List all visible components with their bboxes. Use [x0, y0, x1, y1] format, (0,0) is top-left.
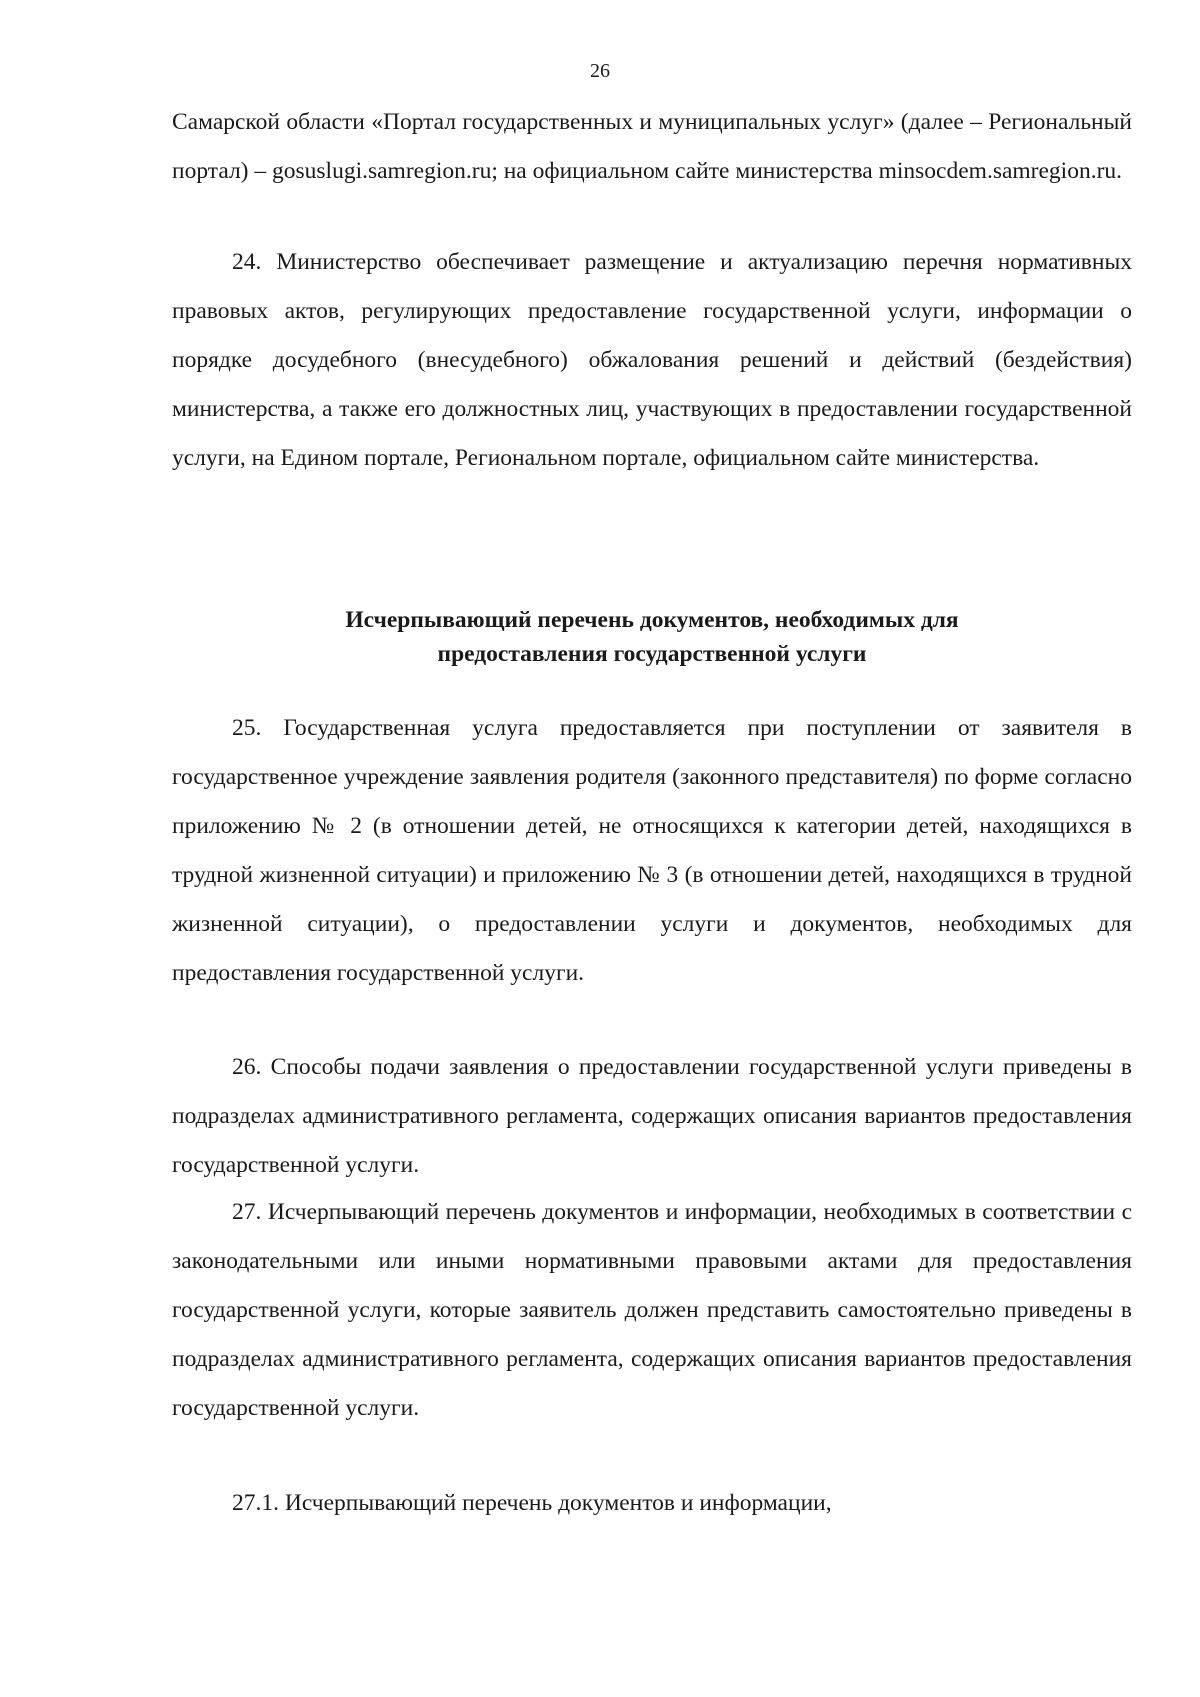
page-number: 26: [590, 60, 610, 82]
paragraph-27-1: 27.1. Исчерпывающий перечень документов и информации,: [232, 1490, 832, 1516]
section-heading: [172, 603, 1132, 671]
section-heading-line-2: предоставления государственной услуги: [437, 641, 867, 667]
paragraph-27: 27. Исчерпывающий перечень документов и информации, необходимых в соответствии с законодательными или иными нормативными правовыми актами для предоставления государственной услуги, которые заявитель должен представить самостоятельно приведены в подразделах административного регламента, содержащих описания вариантов предоставления государственной услуги.: [172, 1199, 1132, 1421]
paragraph-26: 26. Способы подачи заявления о предоставлении государственной услуги приведены в подразделах административного регламента, содержащих описания вариантов предоставления государственной услуги.: [172, 1054, 1132, 1178]
section-heading-line-1: Исчерпывающий перечень документов, необходимых для: [345, 607, 959, 633]
paragraph-intro: Самарской области «Портал государственных и муниципальных услуг» (далее – Региональный портал) – gosuslugi.samregion.ru; на официальном сайте министерства minsocdem.samregion.ru.: [172, 109, 1132, 184]
paragraph-24: 24. Министерство обеспечивает размещение и актуализацию перечня нормативных правовых актов, регулирующих предоставление государственной услуги, информации о порядке досудебного (внесудебного) обжалования решений и действий (бездействия) министерства, а также его должностных лиц, участвующих в предоставлении государственной услуги, на Едином портале, Региональном портале, официальном сайте министерства.: [172, 249, 1132, 471]
paragraph-25: 25. Государственная услуга предоставляется при поступлении от заявителя в государственное учреждение заявления родителя (законного представителя) по форме согласно приложению № 2 (в отношении детей, не относящихся к категории детей, находящихся в трудной жизненной ситуации) и приложению № 3 (в отношении детей, находящихся в трудной жизненной ситуации), о предоставлении услуги и документов, необходимых для предоставления государственной услуги.: [172, 715, 1132, 986]
